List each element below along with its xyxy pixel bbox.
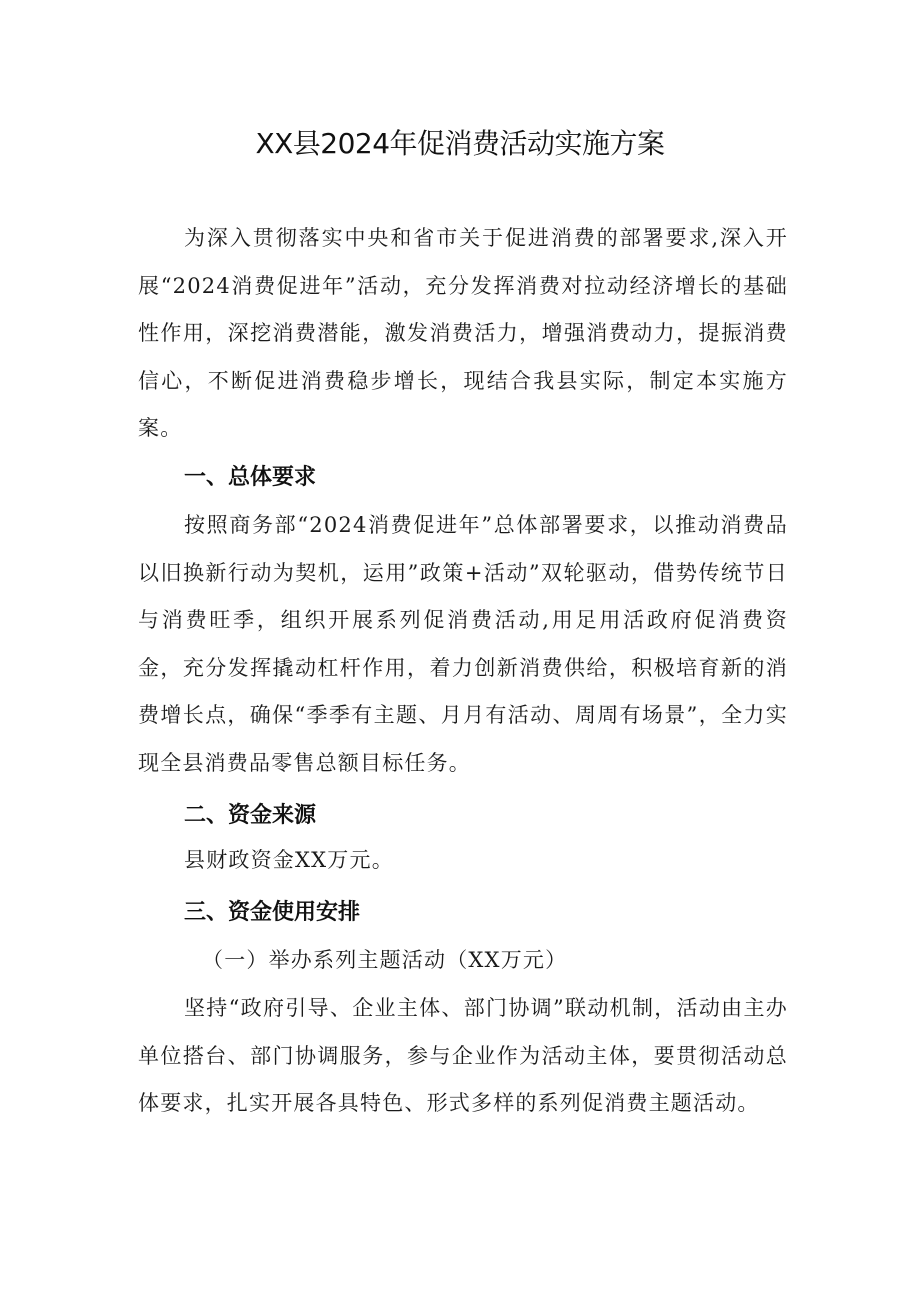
section-heading-general-requirements: 一、总体要求 xyxy=(184,465,317,490)
theme-activities-paragraph: 坚持“政府引导、企业主体、部门协调”联动机制，活动由主办单位搭台、部门协调服务，参与企业作为活动主体，要贯彻活动总体要求，扎实开展各具特色、形式多样的系列促消费主题活动。 xyxy=(138,996,788,1115)
general-requirements-paragraph: 按照商务部“2024消费促进年”总体部署要求，以推动消费品以旧换新行动为契机，运用”政策+活动”双轮驱动，借势传统节日与消费旺季，组织开展系列促消费活动,用足用活政府促消费资金，充分发挥撬动杠杆作用，着力创新消费供给，积极培育新的消费增长点，确保“季季有主题、月月有活动、周周有场景”，全力实现全县消费品零售总额目标任务。 xyxy=(138,513,788,775)
section-heading-fund-source: 二、资金来源 xyxy=(184,803,317,828)
intro-paragraph: 为深入贯彻落实中央和省市关于促进消费的部署要求,深入开展“2024消费促进年”活动，充分发挥消费对拉动经济增长的基础性作用，深挖消费潜能，激发消费活力，增强消费动力，提振消费信心，不断促进消费稳步增长，现结合我县实际，制定本实施方案。 xyxy=(138,226,788,440)
fund-source-paragraph: 县财政资金XX万元。 xyxy=(184,848,394,872)
subsection-heading-theme-activities: （一）举办系列主题活动（XX万元） xyxy=(202,948,568,972)
document-title: XX县2024年促消费活动实施方案 xyxy=(255,127,665,160)
section-heading-fund-usage: 三、资金使用安排 xyxy=(184,900,361,925)
